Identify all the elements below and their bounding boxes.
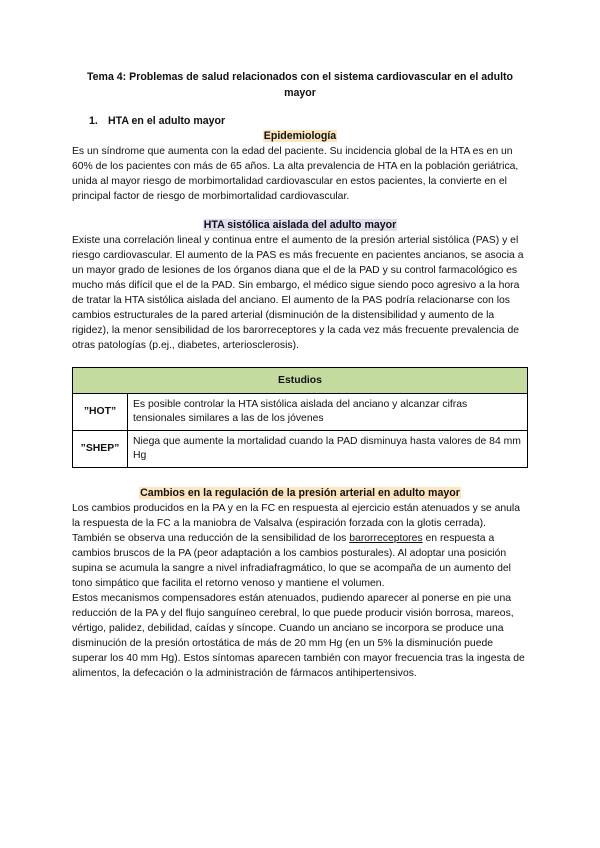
hta-sistolica-heading-text: HTA sistólica aislada del adulto mayor: [203, 219, 397, 231]
epidemiologia-heading-text: Epidemiología: [263, 130, 337, 142]
cambios-paragraph-3: Estos mecanismos compensadores están atenuados, pudiendo aparecer al ponerse en pie una reducción de la PA y del flujo sanguíneo cerebral, lo que puede producir visión borrosa, mareos, vértigo, palidez, debilidad, caídas y síncope. Cuando un anciano se incorpora se produce una disminución de la presión ortostática de más de 20 mm Hg (en un 5% la disminución puede superar los 40 mm Hg). Estos síntomas aparecen también con mayor frecuencia tras la ingesta de alimentos, la defecación o la administración de fármacos antihipertensivos.: [72, 593, 525, 679]
document-page: [72, 70, 528, 681]
barorreceptores-term: barorreceptores: [349, 533, 423, 544]
table-row: [73, 394, 528, 431]
epidemiologia-paragraph: Es un síndrome que aumenta con la edad del paciente. Su incidencia global de la HTA es en un 60% de los pacientes con más de 65 años. La alta prevalencia de HTA en la población geriátrica, unida al mayor riesgo de morbimortalidad cardiovascular en estos pacientes, la convierte en el principal factor de riesgo de morbimortalidad cardiovascular.: [72, 146, 519, 202]
document-title: Tema 4: Problemas de salud relacionados con el sistema cardiovascular en el adulto mayor: [86, 71, 514, 99]
table-header-row: [73, 368, 528, 394]
study-name: ”HOT”: [73, 394, 128, 431]
estudios-table: [72, 367, 528, 468]
cambios-p2-start: También se observa una reducción de la sensibilidad de los: [72, 533, 350, 544]
section-number: 1.: [89, 115, 98, 127]
cambios-heading: [72, 486, 528, 501]
study-name: ”SHEP”: [73, 431, 128, 468]
estudios-header: Estudios: [73, 368, 528, 394]
hta-sistolica-heading: [72, 218, 528, 233]
cambios-p2-end: en respuesta a cambios bruscos de la PA (peor adaptación a los cambios posturales). Al adoptar una posición supina se acumula la sangre a nivel infradiafragmático, lo que se acompaña de un aumento del tono simpático que facilita el retorno venoso y mantiene el volumen.: [72, 533, 511, 589]
table-row: [73, 431, 528, 468]
epidemiologia-heading: [72, 129, 528, 144]
section-heading-hta: [89, 114, 528, 129]
study-description: Niega que aumente la mortalidad cuando la PAD disminuya hasta valores de 84 mm Hg: [128, 431, 528, 468]
study-description: Es posible controlar la HTA sistólica aislada del anciano y alcanzar cifras tensionales similares a las de los jóvenes: [128, 394, 528, 431]
hta-sistolica-paragraph: Existe una correlación lineal y continua entre el aumento de la presión arterial sistólica (PAS) y el riesgo cardiovascular. El aumento de la PAS es más frecuente en pacientes ancianos, se asocia a un mayor grado de lesiones de los órganos diana que el de la PAD y su control farmacológico es mucho más difícil que el de la PAD. Sin embargo, el médico sigue siendo poco agresivo a la hora de tratar la HTA sistólica aislada del anciano. El aumento de la PAS podría relacionarse con los cambios estructurales de la pared arterial (disminución de la distensibilidad y aumento de la rigidez), la menor sensibilidad de los barorreceptores y la cada vez más frecuente prevalencia de otras patologías (p.ej., diabetes, arteriosclerosis).: [72, 235, 524, 351]
section-heading-text: HTA en el adulto mayor: [108, 115, 226, 127]
cambios-paragraph-1: Los cambios producidos en la PA y en la FC en respuesta al ejercicio están atenuados y se anula la respuesta de la FC a la maniobra de Valsalva (espiración forzada con la glotis cerrada).: [72, 503, 521, 529]
cambios-heading-text: Cambios en la regulación de la presión arterial en adulto mayor: [140, 487, 460, 499]
cambios-paragraph-2: [72, 531, 528, 591]
